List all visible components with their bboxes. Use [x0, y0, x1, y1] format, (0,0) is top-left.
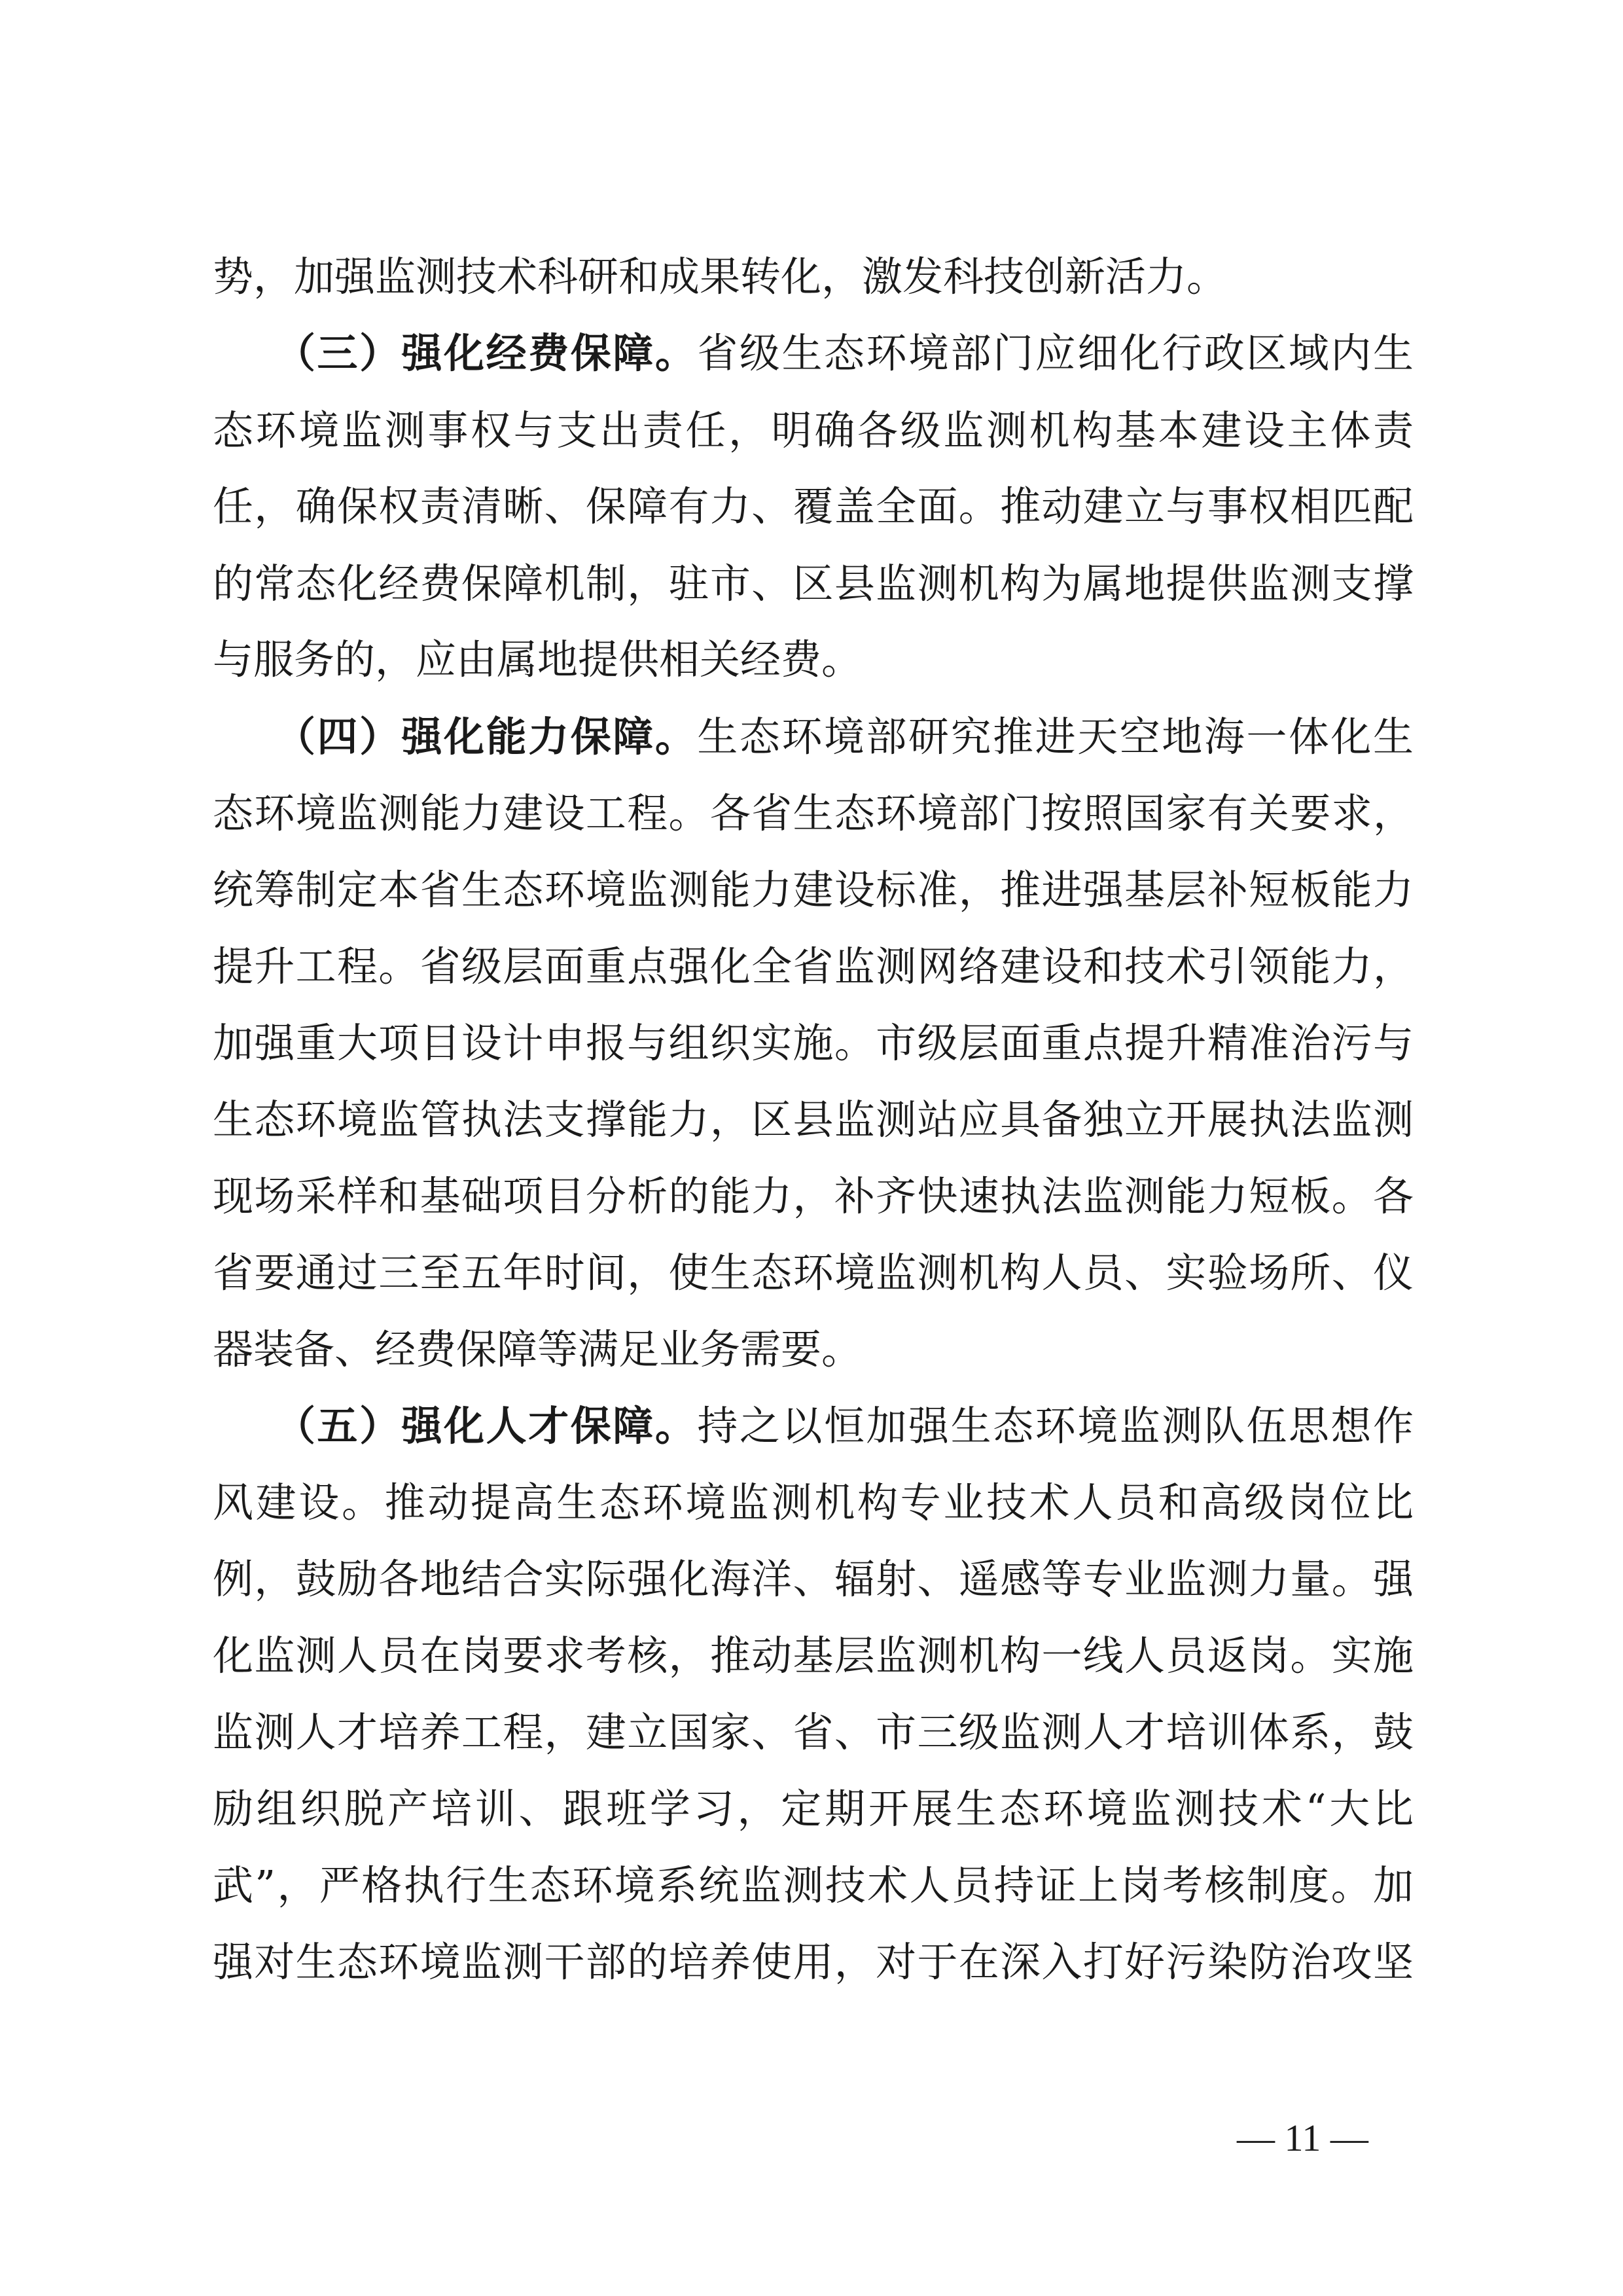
body-text-line: 武”，严格执行生态环境系统监测技术人员持证上岗考核制度。加: [213, 1861, 1414, 1909]
section-4-first-line-text: 生态环境部研究推进天空地海一体化生: [697, 713, 1414, 761]
body-text-line: 加强重大项目设计申报与组织实施。市级层面重点提升精准治污与: [213, 1019, 1414, 1067]
body-text-line: 的常态化经费保障机制，驻市、区县监测机构为属地提供监测支撑: [213, 560, 1414, 607]
body-text-line: 态环境监测事权与支出责任，明确各级监测机构基本建设主体责: [213, 406, 1414, 454]
section-5-first-line: [275, 1400, 1414, 1452]
body-text-line: 统筹制定本省生态环境监测能力建设标准，推进强基层补短板能力: [213, 866, 1414, 914]
body-text-line: 监测人才培养工程，建立国家、省、市三级监测人才培训体系，鼓: [213, 1708, 1414, 1756]
body-text-line: 生态环境监管执法支撑能力，区县监测站应具备独立开展执法监测: [213, 1096, 1414, 1143]
body-text-line: 例，鼓励各地结合实际强化海洋、辐射、遥感等专业监测力量。强: [213, 1555, 1414, 1603]
body-text-line: 化监测人员在岗要求考核，推动基层监测机构一线人员返岗。实施: [213, 1632, 1414, 1679]
body-text-line: 省要通过三至五年时间，使生态环境监测机构人员、实验场所、仪: [213, 1249, 1414, 1297]
section-4-first-line: [275, 711, 1414, 763]
body-text-line: 势，加强监测技术科研和成果转化，激发科技创新活力。: [213, 253, 1228, 300]
body-text-line: 现场采样和基础项目分析的能力，补齐快速执法监测能力短板。各: [213, 1172, 1414, 1220]
body-text-line: 态环境监测能力建设工程。各省生态环境部门按照国家有关要求，: [213, 789, 1414, 837]
section-3-heading: （三）强化经费保障。: [275, 329, 698, 377]
body-text-line: 风建设。推动提高生态环境监测机构专业技术人员和高级岗位比: [213, 1479, 1414, 1526]
section-4-heading: （四）强化能力保障。: [275, 713, 698, 761]
body-text-line: 提升工程。省级层面重点强化全省监测网络建设和技术引领能力，: [213, 942, 1414, 990]
section-3-first-line-text: 省级生态环境部门应细化行政区域内生: [697, 329, 1414, 377]
section-3-first-line: [275, 327, 1414, 380]
section-5-heading: （五）强化人才保障。: [275, 1402, 698, 1450]
body-text-line: 强对生态环境监测干部的培养使用，对于在深入打好污染防治攻坚: [213, 1938, 1414, 1986]
page-number: — 11 —: [1237, 2117, 1368, 2159]
body-text-line: 励组织脱产培训、跟班学习，定期开展生态环境监测技术“大比: [213, 1785, 1414, 1833]
body-text-line: 与服务的，应由属地提供相关经费。: [213, 636, 863, 683]
body-text-line: 任，确保权责清晰、保障有力、覆盖全面。推动建立与事权相匹配: [213, 482, 1414, 530]
body-text-line: 器装备、经费保障等满足业务需要。: [213, 1325, 863, 1373]
section-5-first-line-text: 持之以恒加强生态环境监测队伍思想作: [697, 1402, 1414, 1450]
